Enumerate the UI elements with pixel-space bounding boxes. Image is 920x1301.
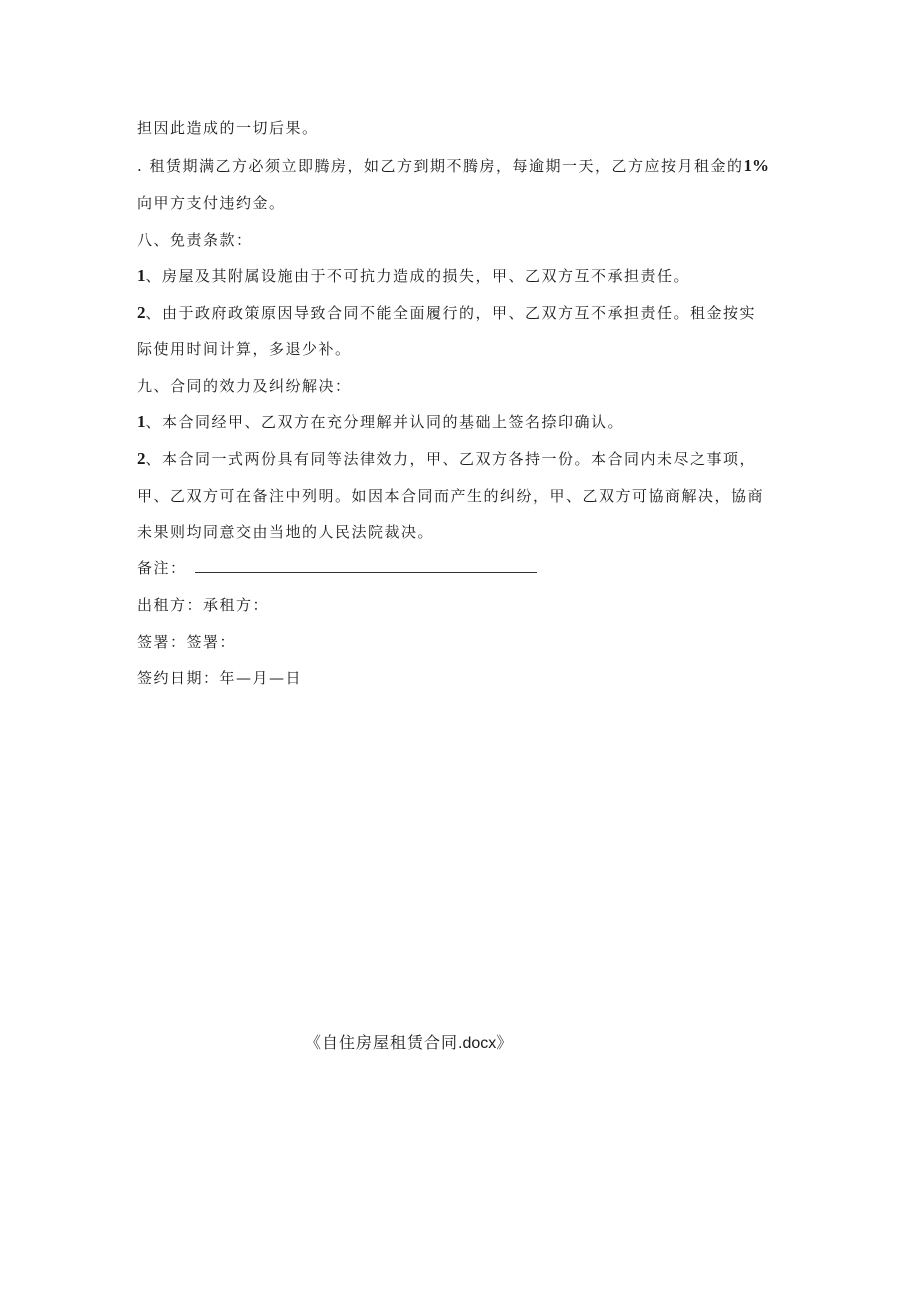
numbered-clause [137,412,624,432]
clause-number: 1 [137,266,146,285]
clause-text: 、本合同经甲、乙双方在充分理解并认同的基础上签名捺印确认。 [145,413,625,431]
line-text: 甲、乙双方可在备注中列明。如因本合同而产生的纠纷，甲、乙双方可協商解决，協商 [137,487,765,505]
paragraph-line [137,486,764,506]
footer-extension: .docx [458,1035,497,1052]
clause-text: 、本合同一式两份具有同等法律效力，甲、乙双方各持一份。本合同内未尽之事项， [145,450,757,468]
section-heading [137,230,253,250]
parties-label: 出租方：承租方： [137,596,270,614]
numbered-clause [137,303,756,323]
percent-value: 1% [743,156,770,175]
paragraph-line [137,156,769,176]
footer-close: 》 [496,1033,514,1052]
numbered-clause [137,266,690,286]
clause-number: 2 [137,303,146,322]
line-text: 向甲方支付违约金。 [137,194,286,212]
signature-label: 签署：签署： [137,633,237,651]
paragraph-line [137,118,319,138]
line-text: . 租赁期满乙方必须立即腾房，如乙方到期不腾房，每逾期一天，乙方应按月租金的 [137,157,744,175]
clause-number: 2 [137,449,146,468]
remarks-line [137,558,537,578]
clause-number: 1 [137,412,146,431]
clause-text: 、由于政府政策原因导致合同不能全面履行的，甲、乙双方互不承担责任。租金按实 [145,304,757,322]
date-label: 签约日期：年—月—日 [137,669,303,687]
paragraph-line [137,339,352,359]
line-text: 担因此造成的一切后果。 [137,119,319,137]
signature-line [137,632,236,652]
remarks-blank [195,560,537,573]
heading-text: 八、免责条款： [137,231,253,249]
paragraph-line [137,193,286,213]
section-heading [137,376,352,396]
numbered-clause [137,449,756,469]
line-text: 未果则均同意交由当地的人民法院裁决。 [137,523,435,541]
heading-text: 九、合同的效力及纠纷解决： [137,377,352,395]
remarks-label: 备注： [137,559,187,577]
document-footer-title [305,1030,513,1053]
paragraph-line [137,522,434,542]
date-line [137,668,302,688]
clause-text: 、房屋及其附属设施由于不可抗力造成的损失，甲、乙双方互不承担责任。 [145,267,691,285]
line-text: 际使用时间计算，多退少补。 [137,340,352,358]
footer-title: 《自住房屋租赁合同 [305,1033,459,1052]
parties-line [137,595,269,615]
